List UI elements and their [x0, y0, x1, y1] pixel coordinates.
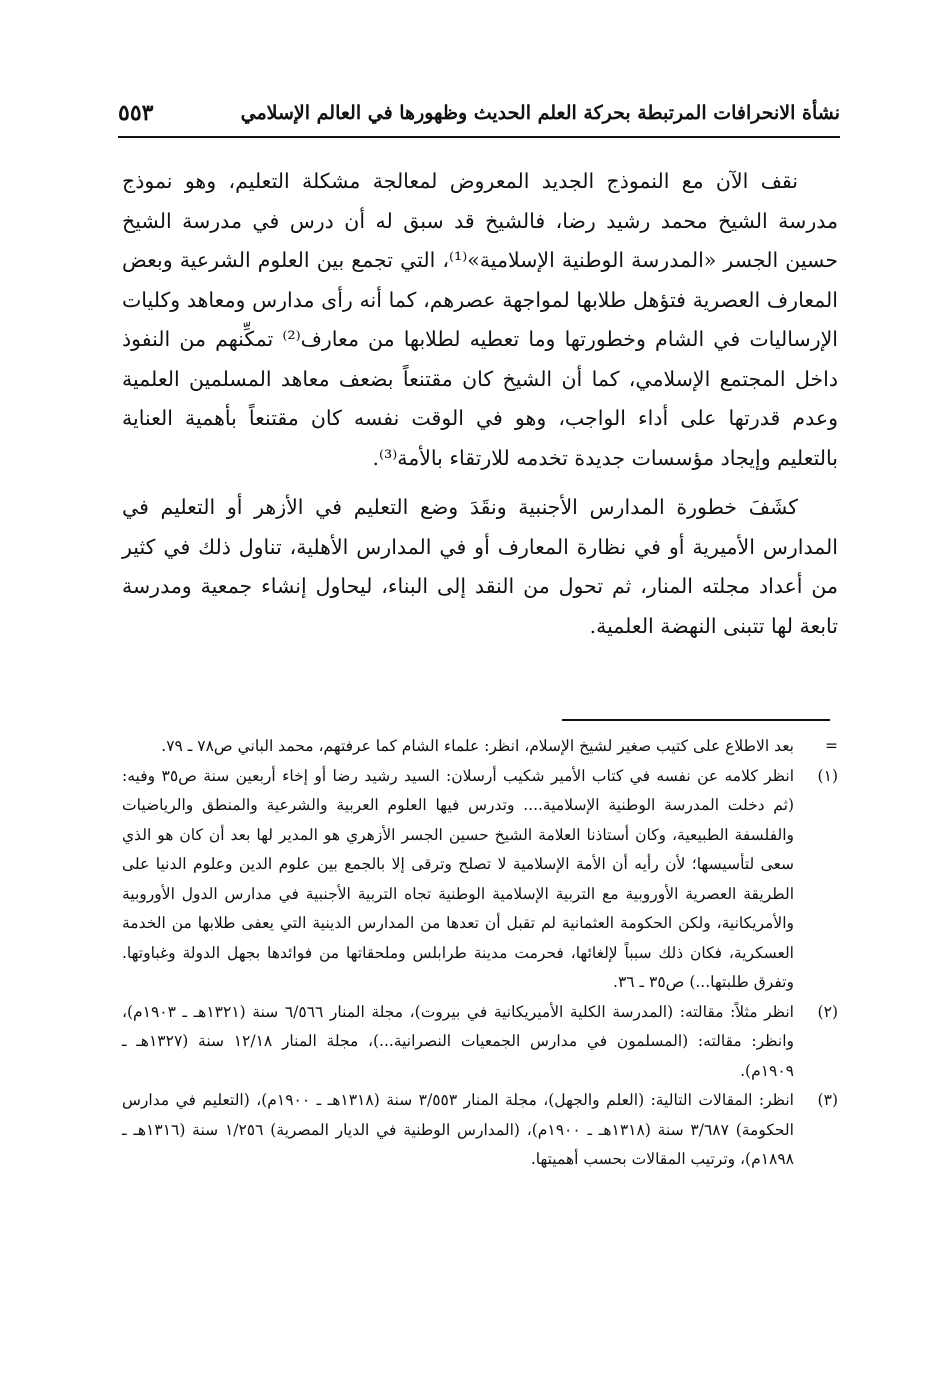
paragraph: كشَفَ خطورة المدارس الأجنبية ونقَدَ وضع التعليم في الأزهر أو التعليم في المدارس الأميرية أو في نظارة المعارف أو في المدارس الأهلية، تناول ذلك في كثير من أعداد مجلته المنار، ثم تحول من النقد إلى البناء، ليحاول إنشاء جمعية ومدرسة تابعة لها تتبنى النهضة العلمية.: [122, 495, 838, 638]
footnote: [122, 762, 838, 998]
page-number: ٥٥٣: [118, 100, 154, 126]
paragraph: نقف الآن مع النموذج الجديد المعروض لمعالجة مشكلة التعليم، وهو نموذج مدرسة الشيخ محمد رشيد رضا، فالشيخ قد سبق له أن درس في مدرسة الشيخ حسين الجسر «المدرسة الوطنية الإسلامية»⁽¹⁾، التي تجمع بين العلوم الشرعية وبعض المعارف العصرية فتؤهل طلابها لمواجهة عصرهم، كما أنه رأى مدارس ومعاهد وكليات الإرساليات في الشام وخطورتها وما تعطيه لطلابها من معارف⁽²⁾ تمكِّنهم من النفوذ داخل المجتمع الإسلامي، كما أن الشيخ كان مقتنعاً بضعف معاهد المسلمين العلمية وعدم قدرتها على أداء الواجب، وهو في الوقت نفسه كان مقتنعاً بأهمية العناية بالتعليم وإيجاد مؤسسات جديدة تخدمه للارتقاء بالأمة⁽³⁾.: [122, 169, 839, 470]
footnote-marker: =: [825, 737, 838, 755]
footnote: [122, 1086, 838, 1175]
footnote-marker: (٣): [817, 1091, 838, 1109]
footnote: [122, 998, 838, 1087]
footnote-marker: (٢): [817, 1002, 838, 1021]
footnote-marker: (١): [817, 766, 838, 785]
footnote-text: انظر كلامه عن نفسه في كتاب الأمير شكيب أرسلان: السيد رشيد رضا أو إخاء أربعين سنة ص٣٥ وفيه: (ثم دخلت المدرسة الوطنية الإسلامية.... وتدرس فيها العلوم العربية والشرعية والمنطق والرياضيات والفلسفة الطبيعية، وكان أستاذنا العلامة الشيخ حسين الجسر الأزهري هو المدير لها بعد أن كان هو الذي سعى لتأسيسها؛ لأن رأيه أن الأمة الإسلامية لا تصلح وترقى إلا بالجمع بين علوم الدين وعلوم الدنيا على الطريقة العصرية الأوروبية مع التربية الإسلامية الوطنية تجاه التربية الأجنبية في مدارس الدول الأوروبية والأمريكانية، ولكن الحكومة العثمانية لم تقبل أن تعدها من المدارس الدينية التي يعفى طلابها من الخدمة العسكرية، فكان ذلك سبباً لإلغائها، فحرمت مدينة طرابلس وملحقاتها من فوائدها بجهل الدولة وغباوتها. وتفرق طلبتها...) ص٣٥ ـ ٣٦.: [122, 766, 795, 991]
header-rule: [118, 136, 840, 138]
footnote-text: انظر مثلاً: مقالته: (المدرسة الكلية الأميريكانية في بيروت)، مجلة المنار ٦/٥٦٦ سنة (١٣٢١هـ ـ ١٩٠٣م)، وانظر: مقالته: (المسلمون في مدارس الجمعيات النصرانية...)، مجلة المنار ١٢/١٨ سنة (١٣٢٧هـ ـ ١٩٠٩م).: [122, 1002, 795, 1080]
footnote-separator: [562, 719, 830, 721]
main-text: [122, 162, 838, 646]
page-header: [118, 96, 840, 130]
running-title: نشأة الانحرافات المرتبطة بحركة العلم الحديث وظهورها في العالم الإسلامي: [240, 102, 840, 124]
footnote-text: بعد الاطلاع على كتيب صغير لشيخ الإسلام، انظر: علماء الشام كما عرفتهم، محمد الباني ص٧٨ ـ ٧٩.: [161, 737, 794, 755]
footnotes: [122, 732, 838, 1175]
footnote: [122, 732, 838, 762]
footnote-text: انظر: المقالات التالية: (العلم والجهل)، مجلة المنار ٣/٥٥٣ سنة (١٣١٨هـ ـ ١٩٠٠م)، (التعليم في مدارس الحكومة) ٣/٦٨٧ سنة (١٣١٨هـ ـ ١٩٠٠م)، (المدارس الوطنية في الديار المصرية) ١/٢٥٦ سنة (١٣١٦هـ ـ ١٨٩٨م)، وترتيب المقالات بحسب أهميتها.: [122, 1091, 794, 1168]
